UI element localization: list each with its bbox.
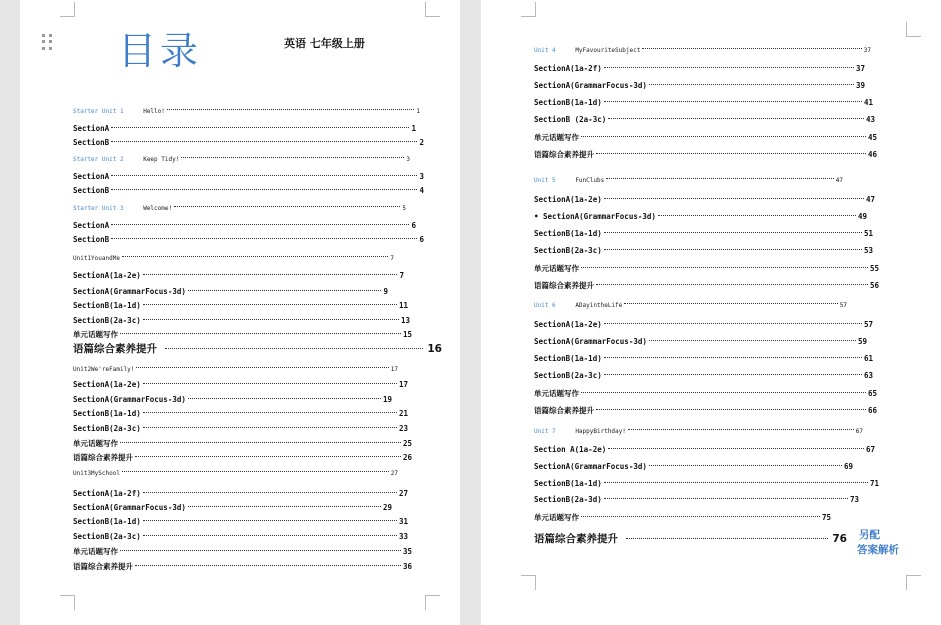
dot-leader <box>604 357 862 358</box>
toc-entry[interactable] <box>73 301 408 310</box>
dot-leader <box>604 482 868 483</box>
toc-page-number: 57 <box>839 302 847 309</box>
toc-entry-title: SectionB <box>73 235 110 244</box>
toc-entry-title: SectionA <box>73 124 110 133</box>
toc-page-number: 76 <box>832 533 847 545</box>
toc-page-number: 26 <box>402 453 412 462</box>
toc-entry[interactable] <box>534 246 873 255</box>
toc-entry[interactable] <box>534 531 847 546</box>
toc-entry-title: 单元话题写作 <box>73 330 118 339</box>
toc-page-number: 39 <box>855 81 865 90</box>
toc-page-number: 19 <box>382 395 392 404</box>
dot-leader <box>135 456 401 457</box>
toc-page-number: 31 <box>398 517 408 526</box>
toc-entry-title: 语篇综合素养提升 <box>534 533 618 545</box>
toc-entry-title: SectionB(1a-1d) <box>73 301 141 310</box>
toc-unit-label: Starter Unit 3 <box>73 205 124 212</box>
toc-entry[interactable] <box>73 532 408 541</box>
toc-page-number: 47 <box>865 195 875 204</box>
dot-leader <box>649 84 854 85</box>
toc-page-number: 33 <box>398 532 408 541</box>
crop-mark-top-left <box>521 2 536 17</box>
toc-page-number: 37 <box>855 64 865 73</box>
toc-entry[interactable] <box>73 341 442 356</box>
toc-entry[interactable] <box>73 380 408 389</box>
toc-entry[interactable] <box>534 98 873 107</box>
toc-page-number: 43 <box>865 115 875 124</box>
dot-leader <box>581 267 868 268</box>
toc-entry[interactable] <box>534 371 873 380</box>
toc-page-number: 69 <box>843 462 853 471</box>
toc-entry[interactable] <box>73 271 404 280</box>
dot-leader <box>143 492 397 493</box>
dot-leader <box>120 442 401 443</box>
dot-leader <box>581 136 866 137</box>
toc-entry[interactable] <box>534 263 879 274</box>
toc-entry[interactable] <box>534 495 859 504</box>
toc-unit-name: MyFavouriteSubject <box>575 47 641 54</box>
toc-entry[interactable] <box>73 409 408 418</box>
dot-leader <box>596 284 868 285</box>
dot-leader <box>596 153 866 154</box>
dot-leader <box>608 118 864 119</box>
crop-mark-top-left <box>60 2 75 17</box>
toc-unit-name: Keep Tidy! <box>143 156 180 163</box>
toc-page-number: 4 <box>419 186 424 195</box>
dot-leader <box>165 348 423 349</box>
dot-leader <box>581 392 866 393</box>
toc-page-number: 53 <box>863 246 873 255</box>
toc-entry-title: SectionA(GrammarFocus-3d) <box>73 395 186 404</box>
dot-leader <box>188 398 381 399</box>
toc-unit-heading <box>534 177 604 184</box>
toc-unit-label: Unit 6 <box>534 302 556 309</box>
toc-entry[interactable] <box>534 320 873 329</box>
toc-entry-title: SectionA(1a-2e) <box>73 271 141 280</box>
toc-entry-title: SectionA(GrammarFocus-3d) <box>73 287 186 296</box>
toc-entry[interactable] <box>534 337 867 346</box>
toc-page-number: 41 <box>863 98 873 107</box>
toc-entry-title: 单元话题写作 <box>534 133 579 142</box>
toc-page-number: 11 <box>398 301 408 310</box>
crop-mark-bottom-left <box>60 595 75 610</box>
toc-unit-entry[interactable] <box>73 470 398 477</box>
toc-page-number: 51 <box>863 229 873 238</box>
toc-entry-title: SectionA(GrammarFocus-3d) <box>534 462 647 471</box>
toc-entry[interactable] <box>73 138 424 147</box>
toc-entry-title: SectionB(1a-1d) <box>534 354 602 363</box>
toc-page-number: 21 <box>398 409 408 418</box>
dot-leader <box>628 429 854 430</box>
right-page <box>481 0 941 625</box>
toc-unit-name: Unit3MySchool <box>73 470 120 477</box>
table-move-handle-icon[interactable] <box>42 34 54 50</box>
toc-entry[interactable] <box>534 479 879 488</box>
toc-entry[interactable] <box>73 424 408 433</box>
toc-page-number: 55 <box>869 264 879 273</box>
toc-page-number: 45 <box>867 133 877 142</box>
dot-leader <box>604 374 862 375</box>
dot-leader <box>143 304 397 305</box>
crop-mark-bottom-right <box>906 575 921 590</box>
toc-entry-title: 语篇综合素养提升 <box>73 343 157 355</box>
dot-leader <box>581 516 820 517</box>
dot-leader <box>136 367 388 368</box>
toc-entry[interactable] <box>73 221 416 230</box>
toc-page-number: 65 <box>867 389 877 398</box>
toc-unit-label: Starter Unit 1 <box>73 108 124 115</box>
book-subtitle: 英语 七年级上册 <box>284 37 365 50</box>
toc-entry[interactable] <box>534 132 877 143</box>
toc-entry-title: SectionB(2a-3d) <box>534 495 602 504</box>
toc-entry[interactable] <box>534 354 873 363</box>
toc-page-number: 57 <box>863 320 873 329</box>
toc-entry[interactable] <box>534 462 853 471</box>
toc-entry[interactable] <box>534 388 877 399</box>
crop-mark-bottom-right <box>425 595 440 610</box>
toc-page-number: 1 <box>411 124 416 133</box>
toc-page-number: 27 <box>398 489 408 498</box>
toc-entry[interactable] <box>73 329 412 340</box>
dot-leader <box>120 550 401 551</box>
dot-leader <box>122 256 388 257</box>
dot-leader <box>658 215 856 216</box>
toc-entry-title: Section A(1a-2e) <box>534 445 607 454</box>
toc-page-number: 67 <box>855 428 863 435</box>
toc-entry-title: 单元话题写作 <box>534 513 579 522</box>
toc-page-number: 23 <box>398 424 408 433</box>
toc-page-number: 61 <box>863 354 873 363</box>
toc-entry[interactable] <box>73 124 416 133</box>
dot-leader <box>606 178 834 179</box>
dot-leader <box>111 189 417 190</box>
toc-unit-entry[interactable] <box>73 205 406 212</box>
toc-entry[interactable] <box>534 280 879 291</box>
toc-entry[interactable] <box>73 186 424 195</box>
toc-entry-title: SectionA(1a-2e) <box>534 195 602 204</box>
toc-entry-title: SectionA <box>73 221 110 230</box>
toc-unit-heading <box>73 205 172 212</box>
toc-entry-title: SectionA(1a-2e) <box>73 380 141 389</box>
toc-entry[interactable] <box>534 512 831 523</box>
dot-leader <box>626 538 828 539</box>
dot-leader <box>143 535 397 536</box>
toc-entry[interactable] <box>73 546 412 557</box>
toc-entry[interactable] <box>534 212 867 221</box>
dot-leader <box>596 409 866 410</box>
toc-entry[interactable] <box>73 561 412 572</box>
toc-page-number: 59 <box>857 337 867 346</box>
toc-entry[interactable] <box>73 235 424 244</box>
toc-entry-title: SectionB(2a-3c) <box>73 424 141 433</box>
toc-entry-title: SectionA(GrammarFocus-3d) <box>73 503 186 512</box>
crop-mark-top-right <box>906 22 921 37</box>
toc-entry-title: 单元话题写作 <box>534 389 579 398</box>
toc-entry-title: 语篇综合素养提升 <box>534 281 594 290</box>
toc-page-number: 7 <box>390 255 394 262</box>
toc-entry-title: SectionB(1a-1d) <box>534 229 602 238</box>
toc-page-number: 37 <box>863 47 871 54</box>
toc-entry-title: SectionA(GrammarFocus-3d) <box>534 337 647 346</box>
toc-entry[interactable] <box>534 445 875 454</box>
toc-unit-entry[interactable] <box>73 366 398 373</box>
toc-unit-name: Hello! <box>143 108 165 115</box>
left-page <box>20 0 460 625</box>
dot-leader <box>604 101 862 102</box>
toc-page-number: 13 <box>400 316 410 325</box>
toc-page-number: 27 <box>390 470 398 477</box>
toc-entry-title: SectionA(1a-2f) <box>73 489 141 498</box>
toc-entry-title: SectionA(GrammarFocus-3d) <box>534 81 647 90</box>
toc-entry[interactable] <box>73 395 392 404</box>
toc-page-number: 29 <box>382 503 392 512</box>
toc-unit-heading <box>534 47 640 54</box>
toc-unit-entry[interactable] <box>534 302 847 309</box>
toc-unit-entry[interactable] <box>534 47 871 54</box>
toc-entry[interactable] <box>73 452 412 463</box>
toc-entry[interactable] <box>534 195 875 204</box>
toc-page-number: 17 <box>390 366 398 373</box>
crop-mark-top-right <box>425 2 440 17</box>
answer-note <box>857 528 899 558</box>
toc-entry[interactable] <box>534 64 865 73</box>
dot-leader <box>143 274 398 275</box>
toc-entry[interactable] <box>73 172 424 181</box>
toc-entry[interactable] <box>534 149 877 160</box>
toc-unit-entry[interactable] <box>534 177 843 184</box>
toc-entry-title: 单元话题写作 <box>534 264 579 273</box>
dot-leader <box>188 506 381 507</box>
toc-unit-heading <box>73 108 165 115</box>
toc-entry-title: 语篇综合素养提升 <box>73 453 133 462</box>
toc-entry-title: 单元话题写作 <box>73 547 118 556</box>
toc-entry[interactable] <box>73 287 388 296</box>
toc-entry[interactable] <box>534 229 873 238</box>
dot-leader <box>111 224 409 225</box>
toc-page-number: 73 <box>849 495 859 504</box>
toc-entry-title: • SectionA(GrammarFocus-3d) <box>534 212 656 221</box>
toc-entry[interactable] <box>534 115 875 124</box>
toc-page-number: 2 <box>419 138 424 147</box>
toc-entry-title: SectionB(2a-3c) <box>534 246 602 255</box>
toc-entry-title: SectionB(2a-3c) <box>73 316 141 325</box>
crop-mark-bottom-left <box>521 575 536 590</box>
toc-entry-title: SectionB(1a-1d) <box>73 517 141 526</box>
toc-page-number: 25 <box>402 439 412 448</box>
toc-page-number: 36 <box>402 562 412 571</box>
dot-leader <box>143 412 397 413</box>
toc-page-number: 9 <box>383 287 388 296</box>
dot-leader <box>143 319 399 320</box>
dot-leader <box>143 520 397 521</box>
dot-leader <box>111 175 417 176</box>
toc-unit-name: HappyBirthday! <box>575 428 626 435</box>
answer-note-line1: 另配 <box>859 529 880 541</box>
toc-entry[interactable] <box>534 405 877 416</box>
toc-title: 目录 <box>118 29 203 73</box>
dot-leader <box>604 498 848 499</box>
toc-unit-heading <box>73 470 120 477</box>
dot-leader <box>181 157 404 158</box>
toc-unit-name: Unit1YouandMe <box>73 255 120 262</box>
dot-leader <box>143 427 397 428</box>
toc-page-number: 6 <box>419 235 424 244</box>
toc-page-number: 46 <box>867 150 877 159</box>
toc-entry-title: SectionB(2a-3c) <box>73 532 141 541</box>
toc-entry-title: SectionB(1a-1d) <box>534 98 602 107</box>
toc-unit-label: Starter Unit 2 <box>73 156 124 163</box>
dot-leader <box>174 206 400 207</box>
toc-page-number: 56 <box>869 281 879 290</box>
toc-entry[interactable] <box>73 438 412 449</box>
answer-note-line2: 答案解析 <box>857 544 899 556</box>
toc-entry-title: 单元话题写作 <box>73 439 118 448</box>
toc-entry[interactable] <box>73 517 408 526</box>
dot-leader <box>143 383 397 384</box>
toc-unit-label: Unit 4 <box>534 47 556 54</box>
dot-leader <box>604 232 862 233</box>
toc-page-number: 35 <box>402 547 412 556</box>
toc-unit-heading <box>534 302 622 309</box>
toc-unit-entry[interactable] <box>534 428 863 435</box>
toc-page-number: 5 <box>402 205 406 212</box>
toc-page-number: 3 <box>419 172 424 181</box>
dot-leader <box>111 238 417 239</box>
toc-unit-name: ADayintheLife <box>575 302 623 309</box>
toc-entry-title: 语篇综合素养提升 <box>73 562 133 571</box>
toc-page-number: 47 <box>835 177 843 184</box>
toc-entry-title: SectionB <box>73 186 110 195</box>
dot-leader <box>604 67 854 68</box>
toc-entry-title: 语篇综合素养提升 <box>534 406 594 415</box>
toc-entry-title: SectionB(2a-3c) <box>534 371 602 380</box>
dot-leader <box>604 323 862 324</box>
toc-entry[interactable] <box>73 503 392 512</box>
toc-page-number: 17 <box>398 380 408 389</box>
toc-page-number: 75 <box>821 513 831 522</box>
toc-entry-title: SectionA(1a-2e) <box>534 320 602 329</box>
toc-unit-label: Unit 5 <box>534 177 556 184</box>
toc-unit-heading <box>73 366 134 373</box>
dot-leader <box>111 127 409 128</box>
dot-leader <box>604 249 862 250</box>
toc-unit-entry[interactable] <box>73 255 394 262</box>
toc-unit-entry[interactable] <box>73 156 410 163</box>
dot-leader <box>120 333 401 334</box>
toc-unit-entry[interactable] <box>73 108 420 115</box>
dot-leader <box>642 48 861 49</box>
toc-page-number: 71 <box>869 479 879 488</box>
toc-entry-title: SectionB (2a-3c) <box>534 115 607 124</box>
toc-unit-heading <box>534 428 626 435</box>
toc-entry-title: SectionB(1a-1d) <box>73 409 141 418</box>
toc-page-number: 16 <box>427 343 442 355</box>
toc-unit-label: Unit 7 <box>534 428 556 435</box>
toc-unit-heading <box>73 255 120 262</box>
toc-page-number: 66 <box>867 406 877 415</box>
dot-leader <box>604 198 864 199</box>
toc-unit-name: Unit2We'reFamily! <box>73 366 135 373</box>
toc-entry[interactable] <box>534 81 865 90</box>
dot-leader <box>122 471 389 472</box>
dot-leader <box>167 109 414 110</box>
toc-page-number: 63 <box>863 371 873 380</box>
toc-page-number: 3 <box>406 156 410 163</box>
toc-entry-title: SectionB(1a-1d) <box>534 479 602 488</box>
toc-entry-title: 语篇综合素养提升 <box>534 150 594 159</box>
toc-page-number: 15 <box>402 330 412 339</box>
toc-entry[interactable] <box>73 489 408 498</box>
dot-leader <box>188 290 382 291</box>
toc-entry-title: SectionA <box>73 172 110 181</box>
toc-page-number: 1 <box>416 108 420 115</box>
toc-page-number: 67 <box>865 445 875 454</box>
toc-entry-title: SectionA(1a-2f) <box>534 64 602 73</box>
dot-leader <box>649 465 842 466</box>
dot-leader <box>135 565 401 566</box>
toc-unit-name: Welcome! <box>143 205 173 212</box>
toc-unit-name: FunClubs <box>575 177 605 184</box>
dot-leader <box>649 340 856 341</box>
toc-entry[interactable] <box>73 316 410 325</box>
toc-page-number: 49 <box>857 212 867 221</box>
dot-leader <box>111 141 417 142</box>
toc-page-number: 6 <box>411 221 416 230</box>
toc-entry-title: SectionB <box>73 138 110 147</box>
dot-leader <box>624 303 837 304</box>
toc-unit-heading <box>73 156 179 163</box>
dot-leader <box>608 448 864 449</box>
toc-page-number: 7 <box>399 271 404 280</box>
